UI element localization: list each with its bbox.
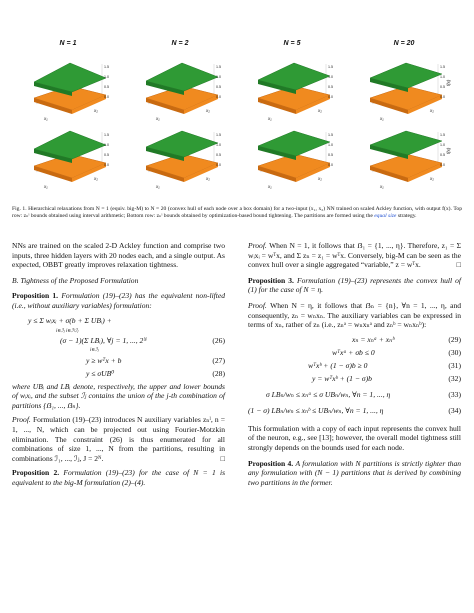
equation-number: (28)	[212, 368, 225, 378]
caption-link[interactable]: equal size	[374, 213, 397, 220]
panel-title: N = 2	[171, 40, 189, 47]
z-axis-label: f(x)	[446, 79, 451, 86]
equation-number: (26)	[212, 335, 225, 345]
panel-title: N = 20	[393, 40, 415, 47]
proof-label: Proof.	[248, 300, 267, 310]
equation-31	[248, 361, 461, 374]
z-tick-label: 1.5	[440, 65, 445, 69]
equation-34	[248, 403, 461, 419]
surface-plot-3d	[350, 112, 458, 204]
paragraph: NNs are trained on the scaled 2-D Ackley function and comprise two inputs, three hidden layers with 20 nodes each, and a single output. As expected, OBBT greatly improves relaxation tightness.	[12, 241, 225, 270]
z-tick-label: 0.0	[328, 163, 333, 167]
x2-axis-label: x₂	[430, 176, 434, 181]
proof-label: Proof.	[12, 415, 31, 425]
equation-32	[248, 374, 461, 387]
z-tick-label: 1.5	[104, 133, 109, 137]
x2-axis-label: x₂	[206, 176, 210, 181]
caption-text: Fig. 1. Hierarchical relaxations from N = 1 (equiv. big-M) to N = 20 (convex hull of each node over a box domain) for a two-input (x₁, x₂) NN trained on scaled Ackley function, with output f(x). Top row: zₙˡ bounds obtained using interval arithmetic; Bottom row: zₙˡ bounds obtained by optimization-based bound tightening. The partitions are formed using the	[12, 206, 462, 220]
x2-axis-label: x₂	[430, 108, 434, 113]
equation-text: wᵀxᵇ + (1 − σ)b ≥ 0	[308, 360, 368, 370]
equation-block	[248, 335, 461, 419]
equation-number: (27)	[212, 355, 225, 365]
z-tick-label: 1.5	[328, 133, 333, 137]
surface-plot-3d	[238, 112, 346, 204]
z-tick-label: 0.0	[440, 95, 445, 99]
qed-box: □	[456, 260, 461, 270]
x2-axis-label: x₂	[318, 108, 322, 113]
equation-number: (31)	[448, 360, 461, 370]
qed-box: □	[220, 453, 225, 463]
z-tick-label: 0.0	[104, 95, 109, 99]
equation-number: (32)	[448, 373, 461, 383]
z-tick-label: 0.5	[440, 85, 445, 89]
equation-subscript: i∈ℐⱼ	[90, 347, 99, 353]
z-tick-label: 1.0	[216, 75, 221, 79]
equation-28	[12, 369, 225, 382]
x2-axis-label: x₂	[206, 108, 210, 113]
z-tick-label: 0.5	[216, 85, 221, 89]
equation-text: y = wᵀxᵇ + (1 − σ)b	[312, 373, 372, 383]
x1-axis-label: x₁	[380, 184, 384, 189]
where-text: where UBᵢ and LBᵢ denote, respectively, the upper and lower bounds of wᵢxᵢ, and the subset ℐⱼ contains the union of the j-th combination of partitions {ẞ₁, ..., ẞₙ}.	[12, 381, 225, 410]
equation-30	[248, 348, 461, 361]
z-tick-label: 1.0	[104, 143, 109, 147]
figure-panel	[238, 112, 346, 204]
equation-number: (30)	[448, 347, 461, 357]
equation-33	[248, 387, 461, 403]
equation-text: y ≥ wᵀx + b	[86, 355, 122, 365]
x1-axis-label: x₁	[44, 184, 48, 189]
prop-label: Proposition 1.	[12, 291, 59, 301]
equation-26a-sub	[12, 327, 225, 336]
proof-3	[248, 301, 461, 330]
proof-text: Formulation (19)–(23) introduces N auxiliary variables zₙˡ, n = 1, ..., N, which can be projected out using Fourier-Motzkin elimination. The constraint (26) is thus enumerated for all combinations of size 1, ..., N from the partitions, resulting in combinations ℐ₁, ..., ℐⱼ, J = 2ᴺ.	[12, 415, 226, 463]
z-tick-label: 1.0	[328, 143, 333, 147]
x1-axis-label: x₁	[268, 116, 272, 121]
proposition-1	[12, 291, 225, 310]
proof-label: Proof.	[248, 241, 267, 250]
prop-label: Proposition 4.	[248, 458, 294, 468]
z-tick-label: 0.0	[216, 95, 221, 99]
z-tick-label: 1.5	[328, 65, 333, 69]
z-tick-label: 1.5	[104, 65, 109, 69]
surface-plot-3d	[126, 112, 234, 204]
z-tick-label: 0.0	[104, 163, 109, 167]
z-tick-label: 1.0	[216, 143, 221, 147]
z-tick-label: 0.0	[440, 163, 445, 167]
prop-label: Proposition 3.	[248, 275, 294, 285]
z-tick-label: 1.0	[328, 75, 333, 79]
equation-26b	[12, 336, 225, 346]
paragraph: This formulation with a copy of each input represents the convex hull of the neuron, e.g., see [13]; however, the overall model tightness still strongly depends on the bounds used for each node.	[248, 423, 461, 452]
equation-number: (29)	[448, 334, 461, 344]
prop-text: A formulation with N partitions is strictly tighter than any formulation with (N − 1) partitions that is derived by combining two partitions in the former.	[248, 458, 461, 487]
x2-axis-label: x₂	[94, 108, 98, 113]
panel-title: N = 5	[283, 40, 301, 47]
proposition-3	[248, 276, 461, 295]
equation-text: y ≤ Σ wᵢxᵢ + σ(b + Σ UBᵢ) +	[28, 315, 112, 325]
x1-axis-label: x₁	[268, 184, 272, 189]
equation-26a	[12, 316, 225, 327]
prop-text: Formulation (19)–(23) has the equivalent non-lifted (i.e., without auxiliary variables) formulation:	[12, 291, 225, 310]
equation-text: y ≤ σUB⁰	[86, 368, 115, 378]
prop-text: Formulation (19)–(23) represents the convex hull of (1) for the case of N = η.	[248, 275, 462, 295]
equation-29	[248, 335, 461, 348]
z-tick-label: 0.5	[104, 85, 109, 89]
equation-text: xₙ = xₙᵃ + xₙᵇ	[352, 334, 395, 344]
figure-panel	[126, 112, 234, 204]
right-column	[248, 241, 461, 487]
caption-tail: strategy.	[397, 213, 417, 220]
left-column	[12, 241, 225, 488]
z-tick-label: 0.5	[440, 153, 445, 157]
z-tick-label: 1.0	[440, 143, 445, 147]
z-tick-label: 0.0	[328, 95, 333, 99]
equation-text: (1 − σ) LBₙ/wₙ ≤ xₙᵇ ≤ UBₙ/wₙ, ∀n = 1, ..., η	[248, 405, 384, 415]
x1-axis-label: x₁	[156, 116, 160, 121]
x1-axis-label: x₁	[156, 184, 160, 189]
surface-plot-3d	[14, 112, 122, 204]
x2-axis-label: x₂	[318, 176, 322, 181]
z-axis-label: f(x)	[446, 147, 451, 154]
equation-27	[12, 356, 225, 369]
proposition-2	[12, 468, 225, 487]
x2-axis-label: x₂	[94, 176, 98, 181]
proof-1	[12, 415, 225, 463]
figure-bottom-row	[14, 112, 460, 204]
section-heading: B. Tightness of the Proposed Formulation	[12, 275, 139, 285]
panel-title: N = 1	[59, 40, 77, 47]
proof-text: When N = 1, it follows that ẞ₁ = {1, ..., η}. Therefore, z₁ = Σ wᵢxᵢ = wᵀx, and Σ zₙ = z₁ = wᵀx. Conversely, big-M can be seen as the convex hull over a single aggregated “variable,” z = wᵀx.	[248, 241, 461, 270]
z-tick-label: 0.5	[328, 153, 333, 157]
z-tick-label: 0.0	[216, 163, 221, 167]
equation-26b-sub	[12, 346, 225, 356]
z-tick-label: 0.5	[328, 85, 333, 89]
equation-text: wᵀxᵃ + σb ≤ 0	[332, 347, 375, 357]
z-tick-label: 1.0	[440, 75, 445, 79]
z-tick-label: 1.5	[216, 133, 221, 137]
figure-panel	[14, 112, 122, 204]
equation-number: (33)	[448, 389, 461, 399]
figure-caption	[12, 206, 462, 220]
z-tick-label: 0.5	[104, 153, 109, 157]
prop-label: Proposition 2.	[12, 468, 60, 478]
x1-axis-label: x₁	[44, 116, 48, 121]
prop-text: Formulation (19)–(23) for the case of N = 1 is equivalent to the big-M formulation (2)–(4).	[12, 468, 226, 487]
proof-2	[248, 241, 461, 270]
figure-panel	[350, 112, 458, 204]
equation-number: (34)	[448, 405, 461, 415]
z-tick-label: 1.5	[216, 65, 221, 69]
equation-subscript: i∈ℐⱼ i∈ℐ\ℐⱼ	[56, 328, 79, 334]
z-tick-label: 0.5	[216, 153, 221, 157]
proof-text: When N = η, it follows that ẞₙ = {n}, ∀n = 1, ..., η, and consequently, zₙ = wₙxₙ. The auxiliary variables can be expressed in terms of xₙ, rather of zₙ (i.e., zₙᵃ = wₙxₙᵃ and zₙᵇ = wₙxₙᵇ):	[248, 300, 461, 330]
equation-text: (σ − 1)(Σ LBᵢ), ∀j = 1, ..., 2ᴺ	[60, 335, 147, 345]
proposition-4	[248, 459, 461, 488]
z-tick-label: 1.0	[104, 75, 109, 79]
equation-text: σ LBₙ/wₙ ≤ xₙᵃ ≤ σ UBₙ/wₙ, ∀n = 1, ..., η	[266, 389, 391, 399]
x1-axis-label: x₁	[380, 116, 384, 121]
z-tick-label: 1.5	[440, 133, 445, 137]
